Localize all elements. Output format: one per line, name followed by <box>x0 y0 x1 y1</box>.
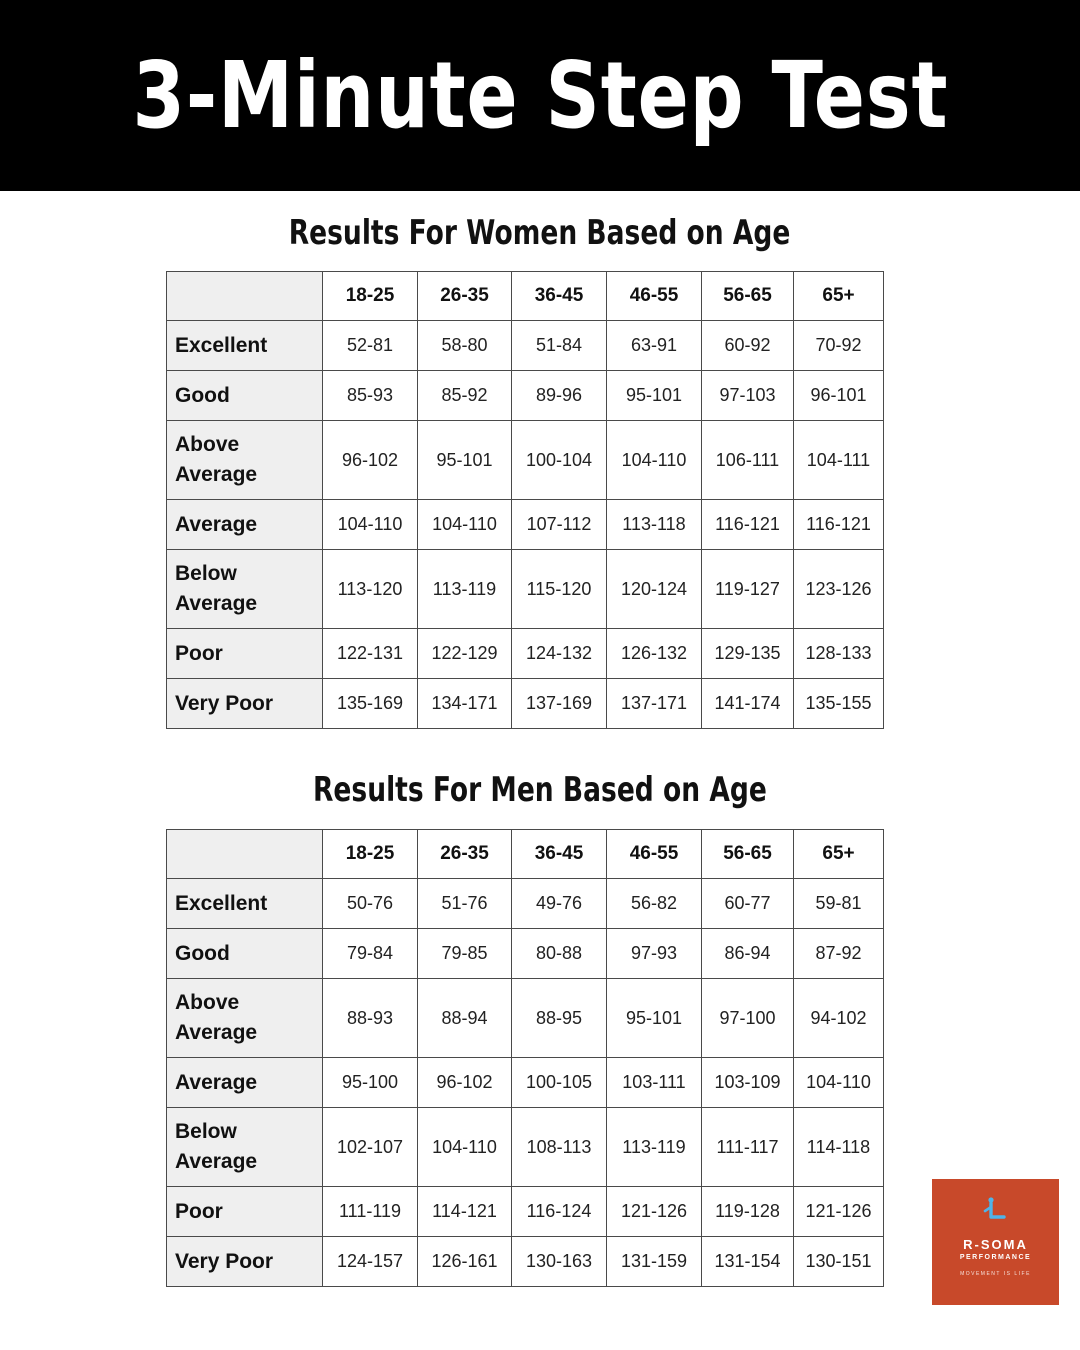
heart-rate-range-cell: 135-155 <box>794 679 884 729</box>
heart-rate-range-cell: 116-121 <box>794 500 884 550</box>
heart-rate-range-cell: 50-76 <box>323 879 418 929</box>
rating-label: Good <box>167 929 323 979</box>
heart-rate-range-cell: 131-159 <box>607 1237 702 1287</box>
age-column-header: 56-65 <box>702 272 794 321</box>
heart-rate-range-cell: 97-103 <box>702 371 794 421</box>
rating-label: Good <box>167 371 323 421</box>
heart-rate-range-cell: 58-80 <box>418 321 512 371</box>
heart-rate-range-cell: 114-121 <box>418 1187 512 1237</box>
heart-rate-range-cell: 104-110 <box>323 500 418 550</box>
heart-rate-range-cell: 103-109 <box>702 1058 794 1108</box>
table-row <box>167 979 884 1058</box>
heart-rate-range-cell: 137-169 <box>512 679 607 729</box>
heart-rate-range-cell: 97-100 <box>702 979 794 1058</box>
heart-rate-range-cell: 113-118 <box>607 500 702 550</box>
age-column-header: 65+ <box>794 272 884 321</box>
heart-rate-range-cell: 104-110 <box>794 1058 884 1108</box>
rating-label: Below Average <box>167 1108 323 1187</box>
r-soma-logo <box>932 1179 1059 1305</box>
heart-rate-range-cell: 113-119 <box>418 550 512 629</box>
heart-rate-range-cell: 102-107 <box>323 1108 418 1187</box>
heart-rate-range-cell: 116-121 <box>702 500 794 550</box>
rating-label: Below Average <box>167 550 323 629</box>
heart-rate-range-cell: 100-105 <box>512 1058 607 1108</box>
heart-rate-range-cell: 114-118 <box>794 1108 884 1187</box>
heart-rate-range-cell: 124-132 <box>512 629 607 679</box>
heart-rate-range-cell: 59-81 <box>794 879 884 929</box>
age-column-header: 46-55 <box>607 830 702 879</box>
table-row <box>167 929 884 979</box>
heart-rate-range-cell: 94-102 <box>794 979 884 1058</box>
rating-label: Poor <box>167 1187 323 1237</box>
heart-rate-range-cell: 87-92 <box>794 929 884 979</box>
age-column-header: 36-45 <box>512 830 607 879</box>
heart-rate-range-cell: 60-77 <box>702 879 794 929</box>
title-banner <box>0 0 1080 191</box>
heart-rate-range-cell: 107-112 <box>512 500 607 550</box>
women-table-title-text: Results For Women Based on Age <box>289 213 791 253</box>
heart-rate-range-cell: 108-113 <box>512 1108 607 1187</box>
rating-label: Very Poor <box>167 1237 323 1287</box>
heart-rate-range-cell: 130-163 <box>512 1237 607 1287</box>
rating-label: Poor <box>167 629 323 679</box>
heart-rate-range-cell: 113-119 <box>607 1108 702 1187</box>
age-column-header: 18-25 <box>323 830 418 879</box>
rating-label: Above Average <box>167 421 323 500</box>
heart-rate-range-cell: 134-171 <box>418 679 512 729</box>
heart-rate-range-cell: 60-92 <box>702 321 794 371</box>
heart-rate-range-cell: 85-93 <box>323 371 418 421</box>
age-column-header: 36-45 <box>512 272 607 321</box>
heart-rate-range-cell: 119-128 <box>702 1187 794 1237</box>
heart-rate-range-cell: 131-154 <box>702 1237 794 1287</box>
heart-rate-range-cell: 104-110 <box>418 1108 512 1187</box>
table-row <box>167 679 884 729</box>
page-title: 3-Minute Step Test <box>132 42 948 149</box>
corner-cell <box>167 830 323 879</box>
heart-rate-range-cell: 122-129 <box>418 629 512 679</box>
rating-label: Excellent <box>167 879 323 929</box>
header-row <box>167 830 884 879</box>
heart-rate-range-cell: 126-132 <box>607 629 702 679</box>
heart-rate-range-cell: 52-81 <box>323 321 418 371</box>
rating-label: Average <box>167 500 323 550</box>
men-table-title-text: Results For Men Based on Age <box>313 770 767 810</box>
heart-rate-range-cell: 104-111 <box>794 421 884 500</box>
heart-rate-range-cell: 137-171 <box>607 679 702 729</box>
age-column-header: 18-25 <box>323 272 418 321</box>
corner-cell <box>167 272 323 321</box>
rating-label: Above Average <box>167 979 323 1058</box>
heart-rate-range-cell: 95-101 <box>418 421 512 500</box>
heart-rate-range-cell: 96-102 <box>323 421 418 500</box>
heart-rate-range-cell: 63-91 <box>607 321 702 371</box>
heart-rate-range-cell: 122-131 <box>323 629 418 679</box>
age-column-header: 56-65 <box>702 830 794 879</box>
heart-rate-range-cell: 115-120 <box>512 550 607 629</box>
table-row <box>167 1108 884 1187</box>
table-row <box>167 1237 884 1287</box>
heart-rate-range-cell: 120-124 <box>607 550 702 629</box>
heart-rate-range-cell: 104-110 <box>607 421 702 500</box>
table-row <box>167 879 884 929</box>
heart-rate-range-cell: 135-169 <box>323 679 418 729</box>
heart-rate-range-cell: 113-120 <box>323 550 418 629</box>
heart-rate-range-cell: 80-88 <box>512 929 607 979</box>
heart-rate-range-cell: 104-110 <box>418 500 512 550</box>
heart-rate-range-cell: 111-117 <box>702 1108 794 1187</box>
heart-rate-range-cell: 96-101 <box>794 371 884 421</box>
logo-brand: R-SOMA <box>963 1237 1028 1252</box>
heart-rate-range-cell: 95-101 <box>607 371 702 421</box>
heart-rate-range-cell: 103-111 <box>607 1058 702 1108</box>
table-row <box>167 371 884 421</box>
heart-rate-range-cell: 116-124 <box>512 1187 607 1237</box>
age-column-header: 46-55 <box>607 272 702 321</box>
table-row <box>167 1058 884 1108</box>
heart-rate-range-cell: 96-102 <box>418 1058 512 1108</box>
rating-label: Excellent <box>167 321 323 371</box>
heart-rate-range-cell: 126-161 <box>418 1237 512 1287</box>
heart-rate-range-cell: 51-84 <box>512 321 607 371</box>
heart-rate-range-cell: 88-93 <box>323 979 418 1058</box>
heart-rate-range-cell: 141-174 <box>702 679 794 729</box>
heart-rate-range-cell: 86-94 <box>702 929 794 979</box>
logo-subtitle: PERFORMANCE <box>959 1254 1032 1261</box>
heart-rate-range-cell: 88-94 <box>418 979 512 1058</box>
heart-rate-range-cell: 119-127 <box>702 550 794 629</box>
heart-rate-range-cell: 111-119 <box>323 1187 418 1237</box>
table-row <box>167 550 884 629</box>
heart-rate-range-cell: 95-100 <box>323 1058 418 1108</box>
heart-rate-range-cell: 106-111 <box>702 421 794 500</box>
men-results-table <box>166 829 884 1287</box>
heart-rate-range-cell: 49-76 <box>512 879 607 929</box>
table-row <box>167 629 884 679</box>
table-row <box>167 321 884 371</box>
header-row <box>167 272 884 321</box>
heart-rate-range-cell: 88-95 <box>512 979 607 1058</box>
heart-rate-range-cell: 51-76 <box>418 879 512 929</box>
age-column-header: 65+ <box>794 830 884 879</box>
heart-rate-range-cell: 129-135 <box>702 629 794 679</box>
heart-rate-range-cell: 121-126 <box>607 1187 702 1237</box>
heart-rate-range-cell: 95-101 <box>607 979 702 1058</box>
rating-label: Average <box>167 1058 323 1108</box>
women-results-table <box>166 271 884 729</box>
logo-tagline: MOVEMENT IS LIFE <box>960 1271 1031 1277</box>
heart-rate-range-cell: 124-157 <box>323 1237 418 1287</box>
heart-rate-range-cell: 70-92 <box>794 321 884 371</box>
heart-rate-range-cell: 79-85 <box>418 929 512 979</box>
age-column-header: 26-35 <box>418 272 512 321</box>
men-table-title <box>0 770 1080 810</box>
age-column-header: 26-35 <box>418 830 512 879</box>
table-row <box>167 421 884 500</box>
heart-rate-range-cell: 130-151 <box>794 1237 884 1287</box>
yoga-pose-icon <box>982 1197 1008 1227</box>
heart-rate-range-cell: 123-126 <box>794 550 884 629</box>
heart-rate-range-cell: 128-133 <box>794 629 884 679</box>
heart-rate-range-cell: 85-92 <box>418 371 512 421</box>
table-row <box>167 1187 884 1237</box>
rating-label: Very Poor <box>167 679 323 729</box>
heart-rate-range-cell: 97-93 <box>607 929 702 979</box>
heart-rate-range-cell: 89-96 <box>512 371 607 421</box>
women-table-title <box>0 213 1080 253</box>
table-row <box>167 500 884 550</box>
heart-rate-range-cell: 121-126 <box>794 1187 884 1237</box>
heart-rate-range-cell: 56-82 <box>607 879 702 929</box>
heart-rate-range-cell: 100-104 <box>512 421 607 500</box>
heart-rate-range-cell: 79-84 <box>323 929 418 979</box>
